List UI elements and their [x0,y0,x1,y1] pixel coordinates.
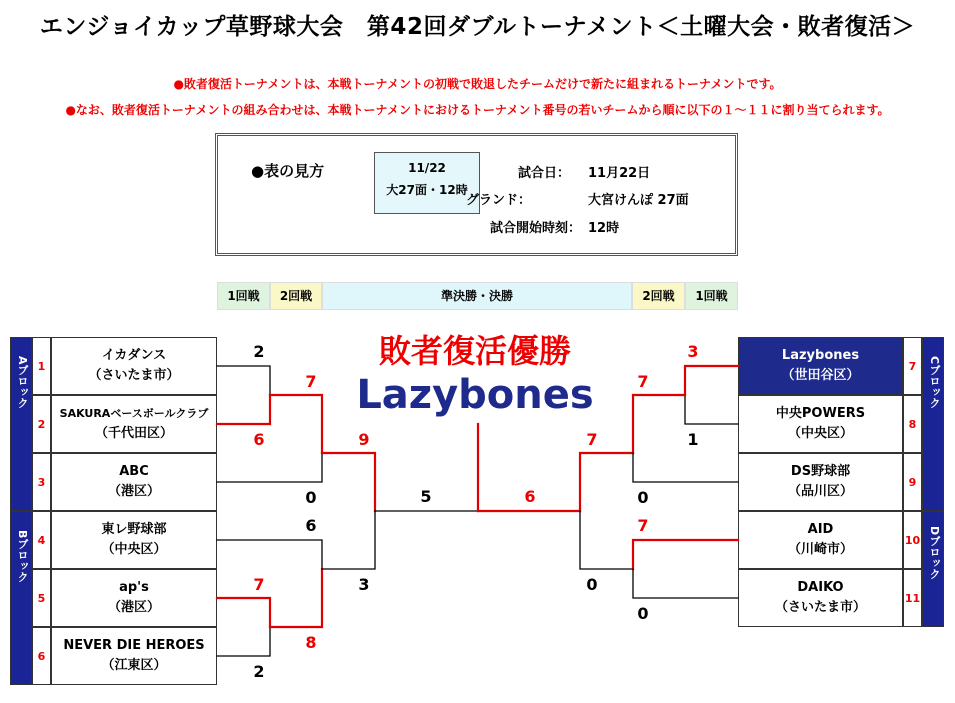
note-line-2: ●なお、敗者復活トーナメントの組み合わせは、本戦トーナメントにおけるトーナメント番号の若いチームから順に以下の１～１１に割り当てられます。 [65,103,890,117]
score: 7 [637,516,649,535]
score: 2 [253,342,265,361]
legend-date-value: 11月22日 [588,166,651,181]
seed-7: 7 [903,337,922,395]
team-name: ABC [119,464,149,479]
block-a-text: Aブロック [16,356,29,409]
team-name: SAKURAベースボールクラブ [59,407,209,420]
team-area: （港区） [107,484,160,499]
legend-ground-value: 大宮けんぽ 27面 [588,193,689,208]
bracket-line [580,453,633,511]
bracket-line [270,569,322,627]
bracket-line [217,598,270,627]
seed-11: 11 [903,569,922,627]
legend-box-date: 11/22 [408,161,446,175]
bracket-line [580,511,633,569]
score: 7 [305,372,317,391]
bracket-line [633,453,738,482]
bracket-line [322,511,375,569]
team-name: NEVER DIE HEROES [63,638,205,653]
header-right-round1: 1回戦 [685,282,738,310]
team-area: （中央区） [101,542,167,557]
seed-6: 6 [32,627,51,685]
bracket-line [217,540,322,569]
score: 7 [637,372,649,391]
seed-2: 2 [32,395,51,453]
team-name: イカダンス [101,348,167,363]
seed-10: 10 [903,511,922,569]
page-title: エンジョイカップ草野球大会 第42回ダブルトーナメント＜土曜大会・敗者復活＞ [39,14,916,40]
legend-heading: ●表の見方 [251,162,325,180]
legend-date-label: 試合日： [518,166,571,181]
bracket-line [217,366,270,395]
block-b-text: Bブロック [16,530,29,583]
team-area: （中央区） [787,426,853,441]
seed-8: 8 [903,395,922,453]
bracket-line [217,395,270,424]
note-line-1: ●敗者復活トーナメントは、本戦トーナメントの初戦で敗退したチームだけで新たに組まれるトーナメントです。 [173,77,782,91]
score: 0 [305,488,317,507]
seed-9: 9 [903,453,922,511]
score: 0 [586,575,598,594]
legend-ground-label: グランド： [465,193,531,208]
team-area: （さいたま市） [774,600,866,615]
block-c-text: Cブロック [928,356,941,409]
team-area: （港区） [107,600,160,615]
bracket-line [685,366,738,395]
legend-time-label: 試合開始時刻： [489,221,581,236]
team-name: 中央POWERS [775,406,866,421]
team-name: Lazybones [781,348,860,363]
score: 0 [637,488,649,507]
header-center-final: 準決勝・決勝 [322,282,632,310]
team-area: （さいたま市） [88,368,180,383]
score: 6 [305,516,317,535]
team-name: 東レ野球部 [101,522,167,537]
score: 6 [253,430,265,449]
score: 6 [524,487,536,506]
team-name: ap's [119,580,149,595]
score: 3 [358,575,370,594]
score: 1 [687,430,699,449]
team-area: （世田谷区） [781,368,860,383]
score: 2 [253,662,265,681]
header-right-round2: 2回戦 [632,282,685,310]
team-name: AID [807,522,834,537]
header-left-round1: 1回戦 [217,282,270,310]
team-area: （川崎市） [787,542,853,557]
team-name: DS野球部 [790,464,851,479]
score: 7 [253,575,265,594]
legend-box-field: 大27面・12時 [386,183,468,197]
team-area: （江東区） [101,658,167,673]
score: 7 [586,430,598,449]
score: 9 [358,430,370,449]
bracket-line [633,540,738,569]
bracket-line [322,453,375,511]
legend-time-value: 12時 [588,221,620,236]
seed-1: 1 [32,337,51,395]
score: 8 [305,633,317,652]
score: 3 [687,342,699,361]
seed-3: 3 [32,453,51,511]
score: 0 [637,604,649,623]
seed-5: 5 [32,569,51,627]
team-area: （千代田区） [94,426,173,441]
header-left-round2: 2回戦 [270,282,322,310]
block-d-text: Dブロック [928,526,941,580]
bracket-line [217,627,270,656]
bracket-line [217,453,322,482]
team-area: （品川区） [787,484,853,499]
bracket-line [685,395,738,424]
team-name: DAIKO [797,580,844,595]
seed-4: 4 [32,511,51,569]
champion-name: Lazybones [356,372,594,418]
score: 5 [420,487,432,506]
champion-title: 敗者復活優勝 [378,332,571,370]
bracket-line [633,569,738,598]
